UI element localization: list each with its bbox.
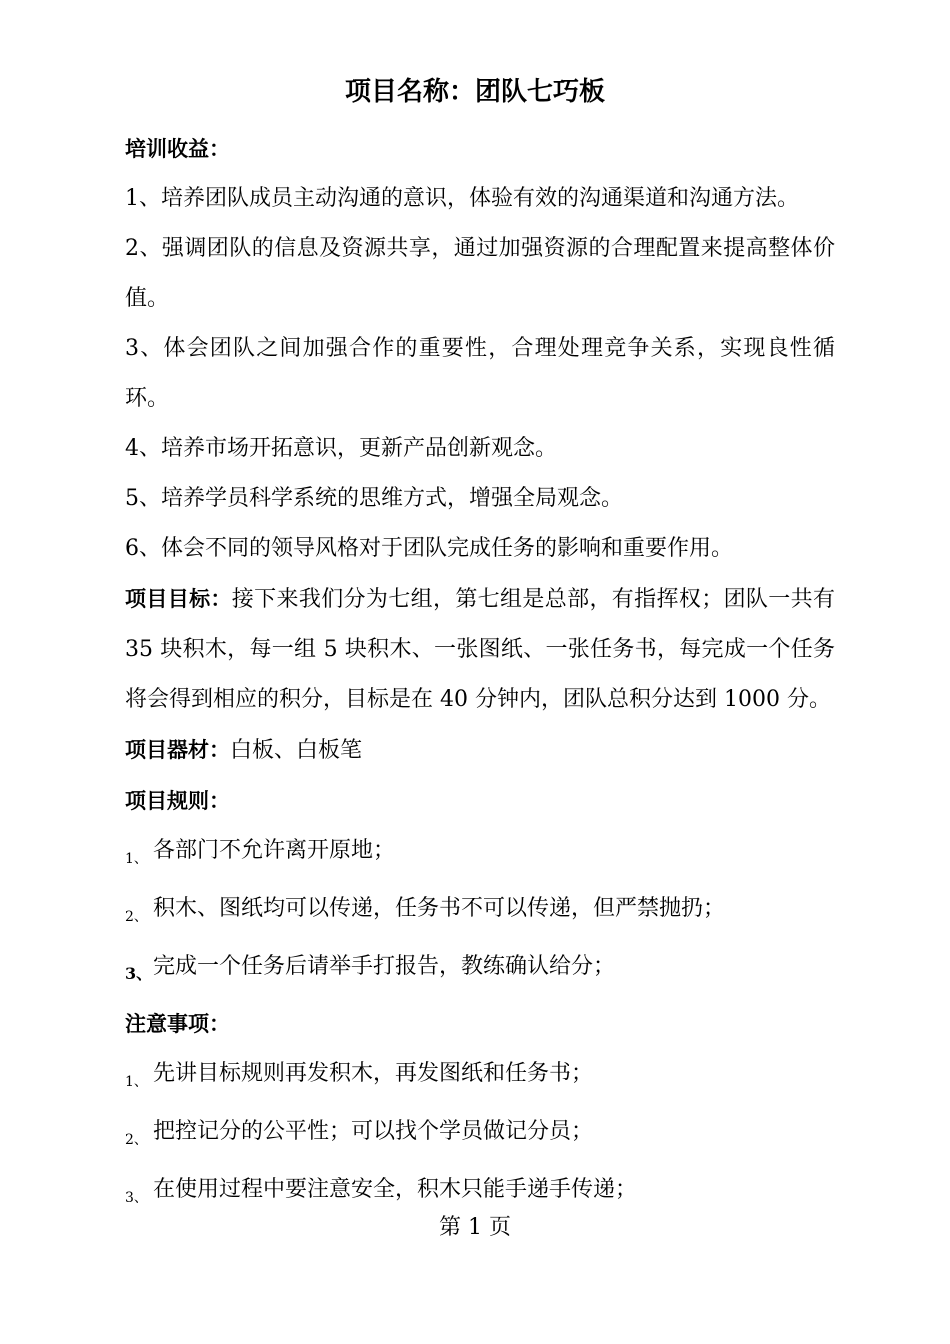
note-number-1: 1、 bbox=[125, 1074, 148, 1090]
note-text-2: 把控记分的公平性；可以找个学员做记分员； bbox=[153, 1119, 594, 1144]
rule-number-1: 1、 bbox=[125, 851, 148, 867]
rule-text-3: 完成一个任务后请举手打报告，教练确认给分； bbox=[153, 954, 616, 979]
page-number-footer: 第 1 页 bbox=[439, 1215, 511, 1240]
benefit-item-3: 3、体会团队之间加强合作的重要性，合理处理竞争关系，实现良性循环。 bbox=[125, 336, 835, 411]
objective-text: 接下来我们分为七组，第七组是总部，有指挥权；团队一共有 35 块积木，每一组 5 块积木、一张图纸、一张任务书，每完成一个任务将会得到相应的积分，目标是在 40 分钟内，团队总积分达到 1000 分。 bbox=[125, 587, 835, 712]
document-body bbox=[125, 124, 835, 1223]
rules-heading: 项目规则： bbox=[125, 789, 230, 813]
page-title: 项目名称：团队七巧板 bbox=[344, 77, 605, 107]
benefit-item-4: 4、培养市场开拓意识，更新产品创新观念。 bbox=[125, 436, 557, 461]
note-text-3: 在使用过程中要注意安全，积木只能手递手传递； bbox=[153, 1177, 638, 1202]
rule-item-1 bbox=[125, 826, 835, 884]
benefit-item-1: 1、培养团队成员主动沟通的意识，体验有效的沟通渠道和沟通方法。 bbox=[125, 186, 799, 211]
objective-label: 项目目标： bbox=[125, 587, 232, 611]
rule-item-3 bbox=[125, 942, 835, 999]
note-item-2 bbox=[125, 1107, 835, 1165]
training-benefits-heading: 培训收益： bbox=[125, 137, 230, 161]
benefit-item-2: 2、强调团队的信息及资源共享，通过加强资源的合理配置来提高整体价值。 bbox=[125, 236, 835, 311]
equipment-paragraph bbox=[125, 725, 835, 776]
benefit-item-6: 6、体会不同的领导风格对于团队完成任务的影响和重要作用。 bbox=[125, 536, 733, 561]
note-text-1: 先讲目标规则再发积木，再发图纸和任务书； bbox=[153, 1061, 594, 1086]
note-number-2: 2、 bbox=[125, 1132, 148, 1148]
note-item-1 bbox=[125, 1049, 835, 1107]
equipment-label: 项目器材： bbox=[125, 738, 230, 762]
rule-text-2: 积木、图纸均可以传递，任务书不可以传递，但严禁抛扔； bbox=[153, 896, 726, 921]
rule-number-3: 3、 bbox=[125, 964, 153, 983]
benefit-item-5: 5、培养学员科学系统的思维方式，增强全局观念。 bbox=[125, 486, 623, 511]
note-number-3: 3、 bbox=[125, 1190, 148, 1206]
rule-text-1: 各部门不允许离开原地； bbox=[153, 838, 396, 863]
equipment-text: 白板、白板笔 bbox=[230, 738, 363, 763]
rule-item-2 bbox=[125, 884, 835, 942]
rule-number-2: 2、 bbox=[125, 909, 148, 925]
objective-paragraph bbox=[125, 574, 835, 725]
notes-heading: 注意事项： bbox=[125, 1012, 230, 1036]
